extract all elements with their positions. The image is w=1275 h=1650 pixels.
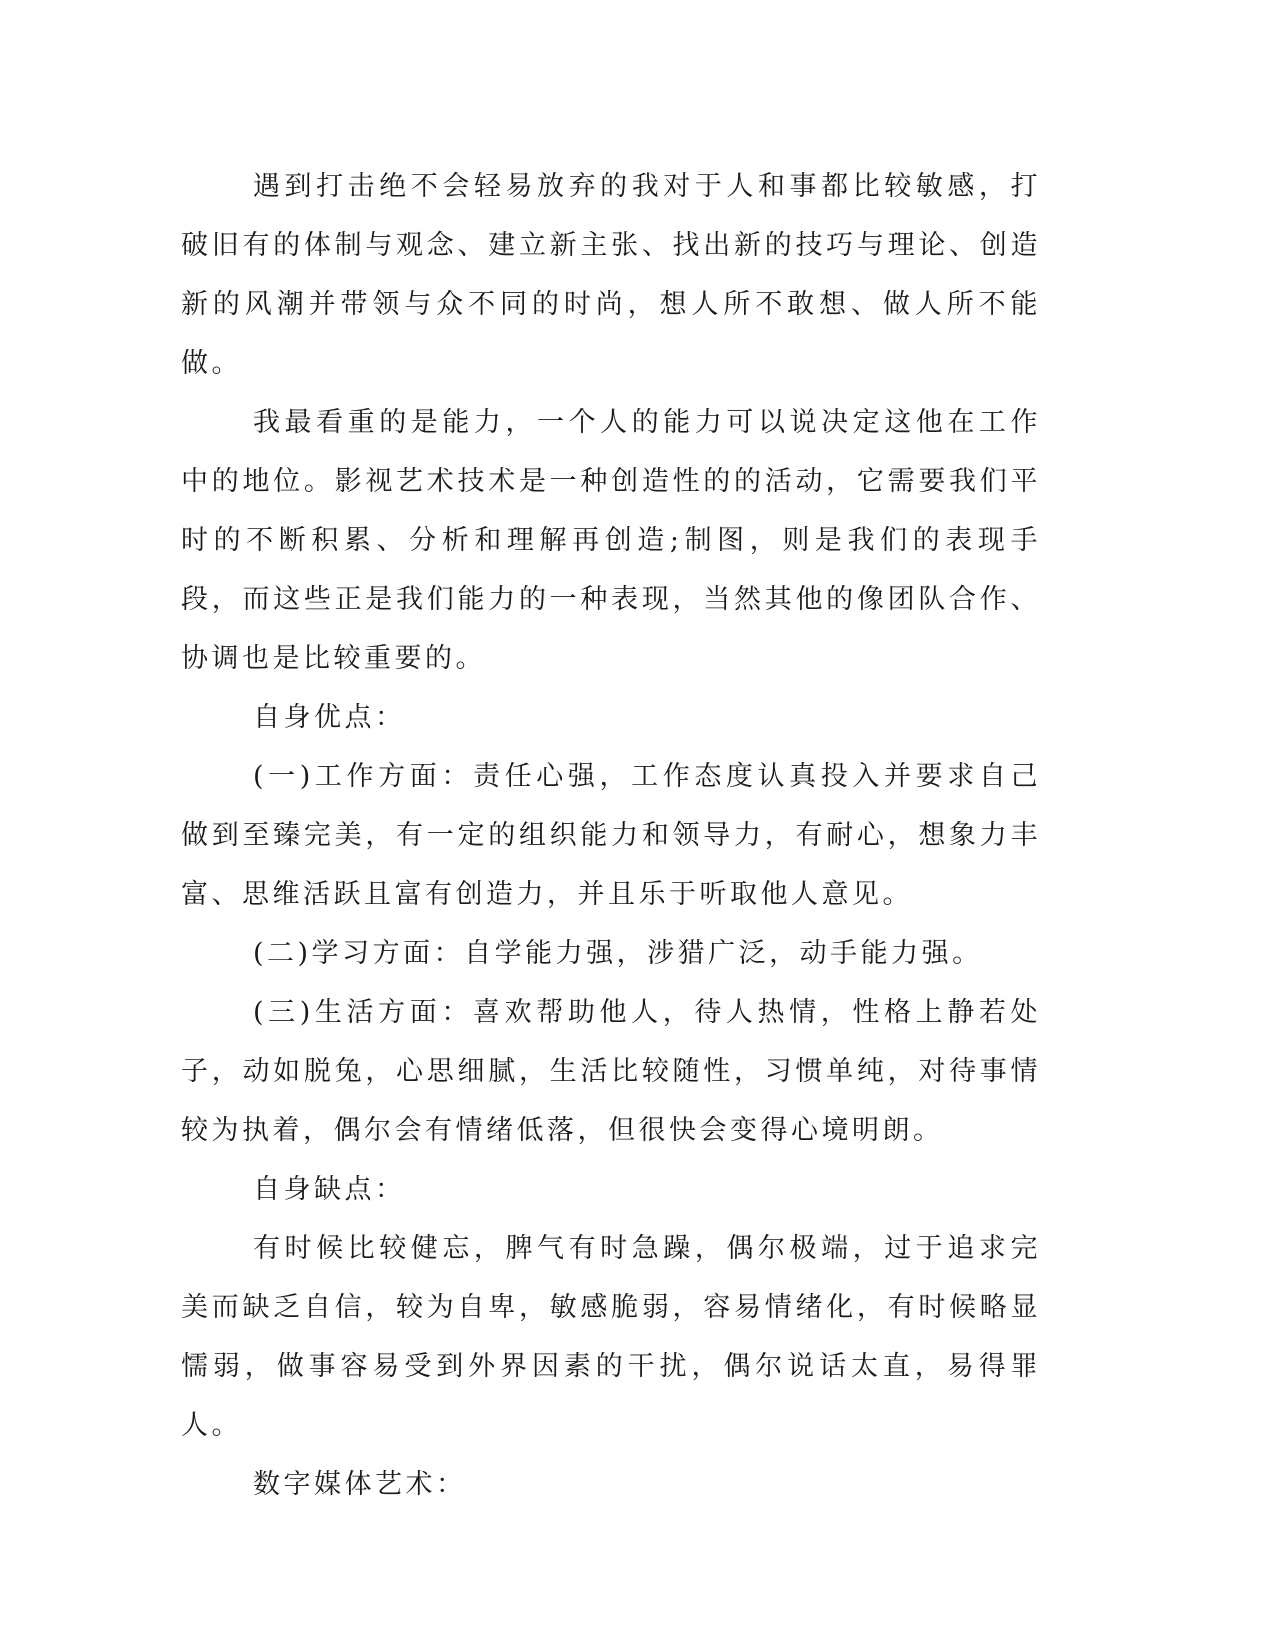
paragraph-ability: 我最看重的是能力，一个人的能力可以说决定这他在工作中的地位。影视艺术技术是一种创造性的的活动，它需要我们平时的不断积累、分析和理解再创造;制图，则是我们的表现手段，而这些正是我们能力的一种表现，当然其他的像团队合作、协调也是比较重要的。 — [181, 407, 1041, 674]
heading-weaknesses: 自身缺点： — [253, 1174, 406, 1205]
paragraph-personality: 遇到打击绝不会轻易放弃的我对于人和事都比较敏感，打破旧有的体制与观念、建立新主张、找出新的技巧与理论、创造新的风潮并带领与众不同的时尚，想人所不敢想、做人所不能做。 — [181, 171, 1041, 379]
document-body — [181, 157, 1041, 1514]
paragraph-life-strengths: (三)生活方面：喜欢帮助他人，待人热情，性格上静若处子，动如脱兔，心思细腻，生活比较随性，习惯单纯，对待事情较为执着，偶尔会有情绪低落，但很快会变得心境明朗。 — [181, 997, 1041, 1146]
heading-strengths: 自身优点： — [253, 702, 406, 733]
paragraph-work-strengths: (一)工作方面：责任心强，工作态度认真投入并要求自己做到至臻完美，有一定的组织能力和领导力，有耐心，想象力丰富、思维活跃且富有创造力，并且乐于听取他人意见。 — [181, 761, 1041, 910]
paragraph-weaknesses: 有时候比较健忘，脾气有时急躁，偶尔极端，过于追求完美而缺乏自信，较为自卑，敏感脆弱，容易情绪化，有时候略显懦弱，做事容易受到外界因素的干扰，偶尔说话太直，易得罪人。 — [181, 1233, 1041, 1441]
heading-digital-media-art: 数字媒体艺术： — [253, 1469, 467, 1500]
paragraph-study-strengths: (二)学习方面：自学能力强，涉猎广泛，动手能力强。 — [253, 938, 983, 969]
